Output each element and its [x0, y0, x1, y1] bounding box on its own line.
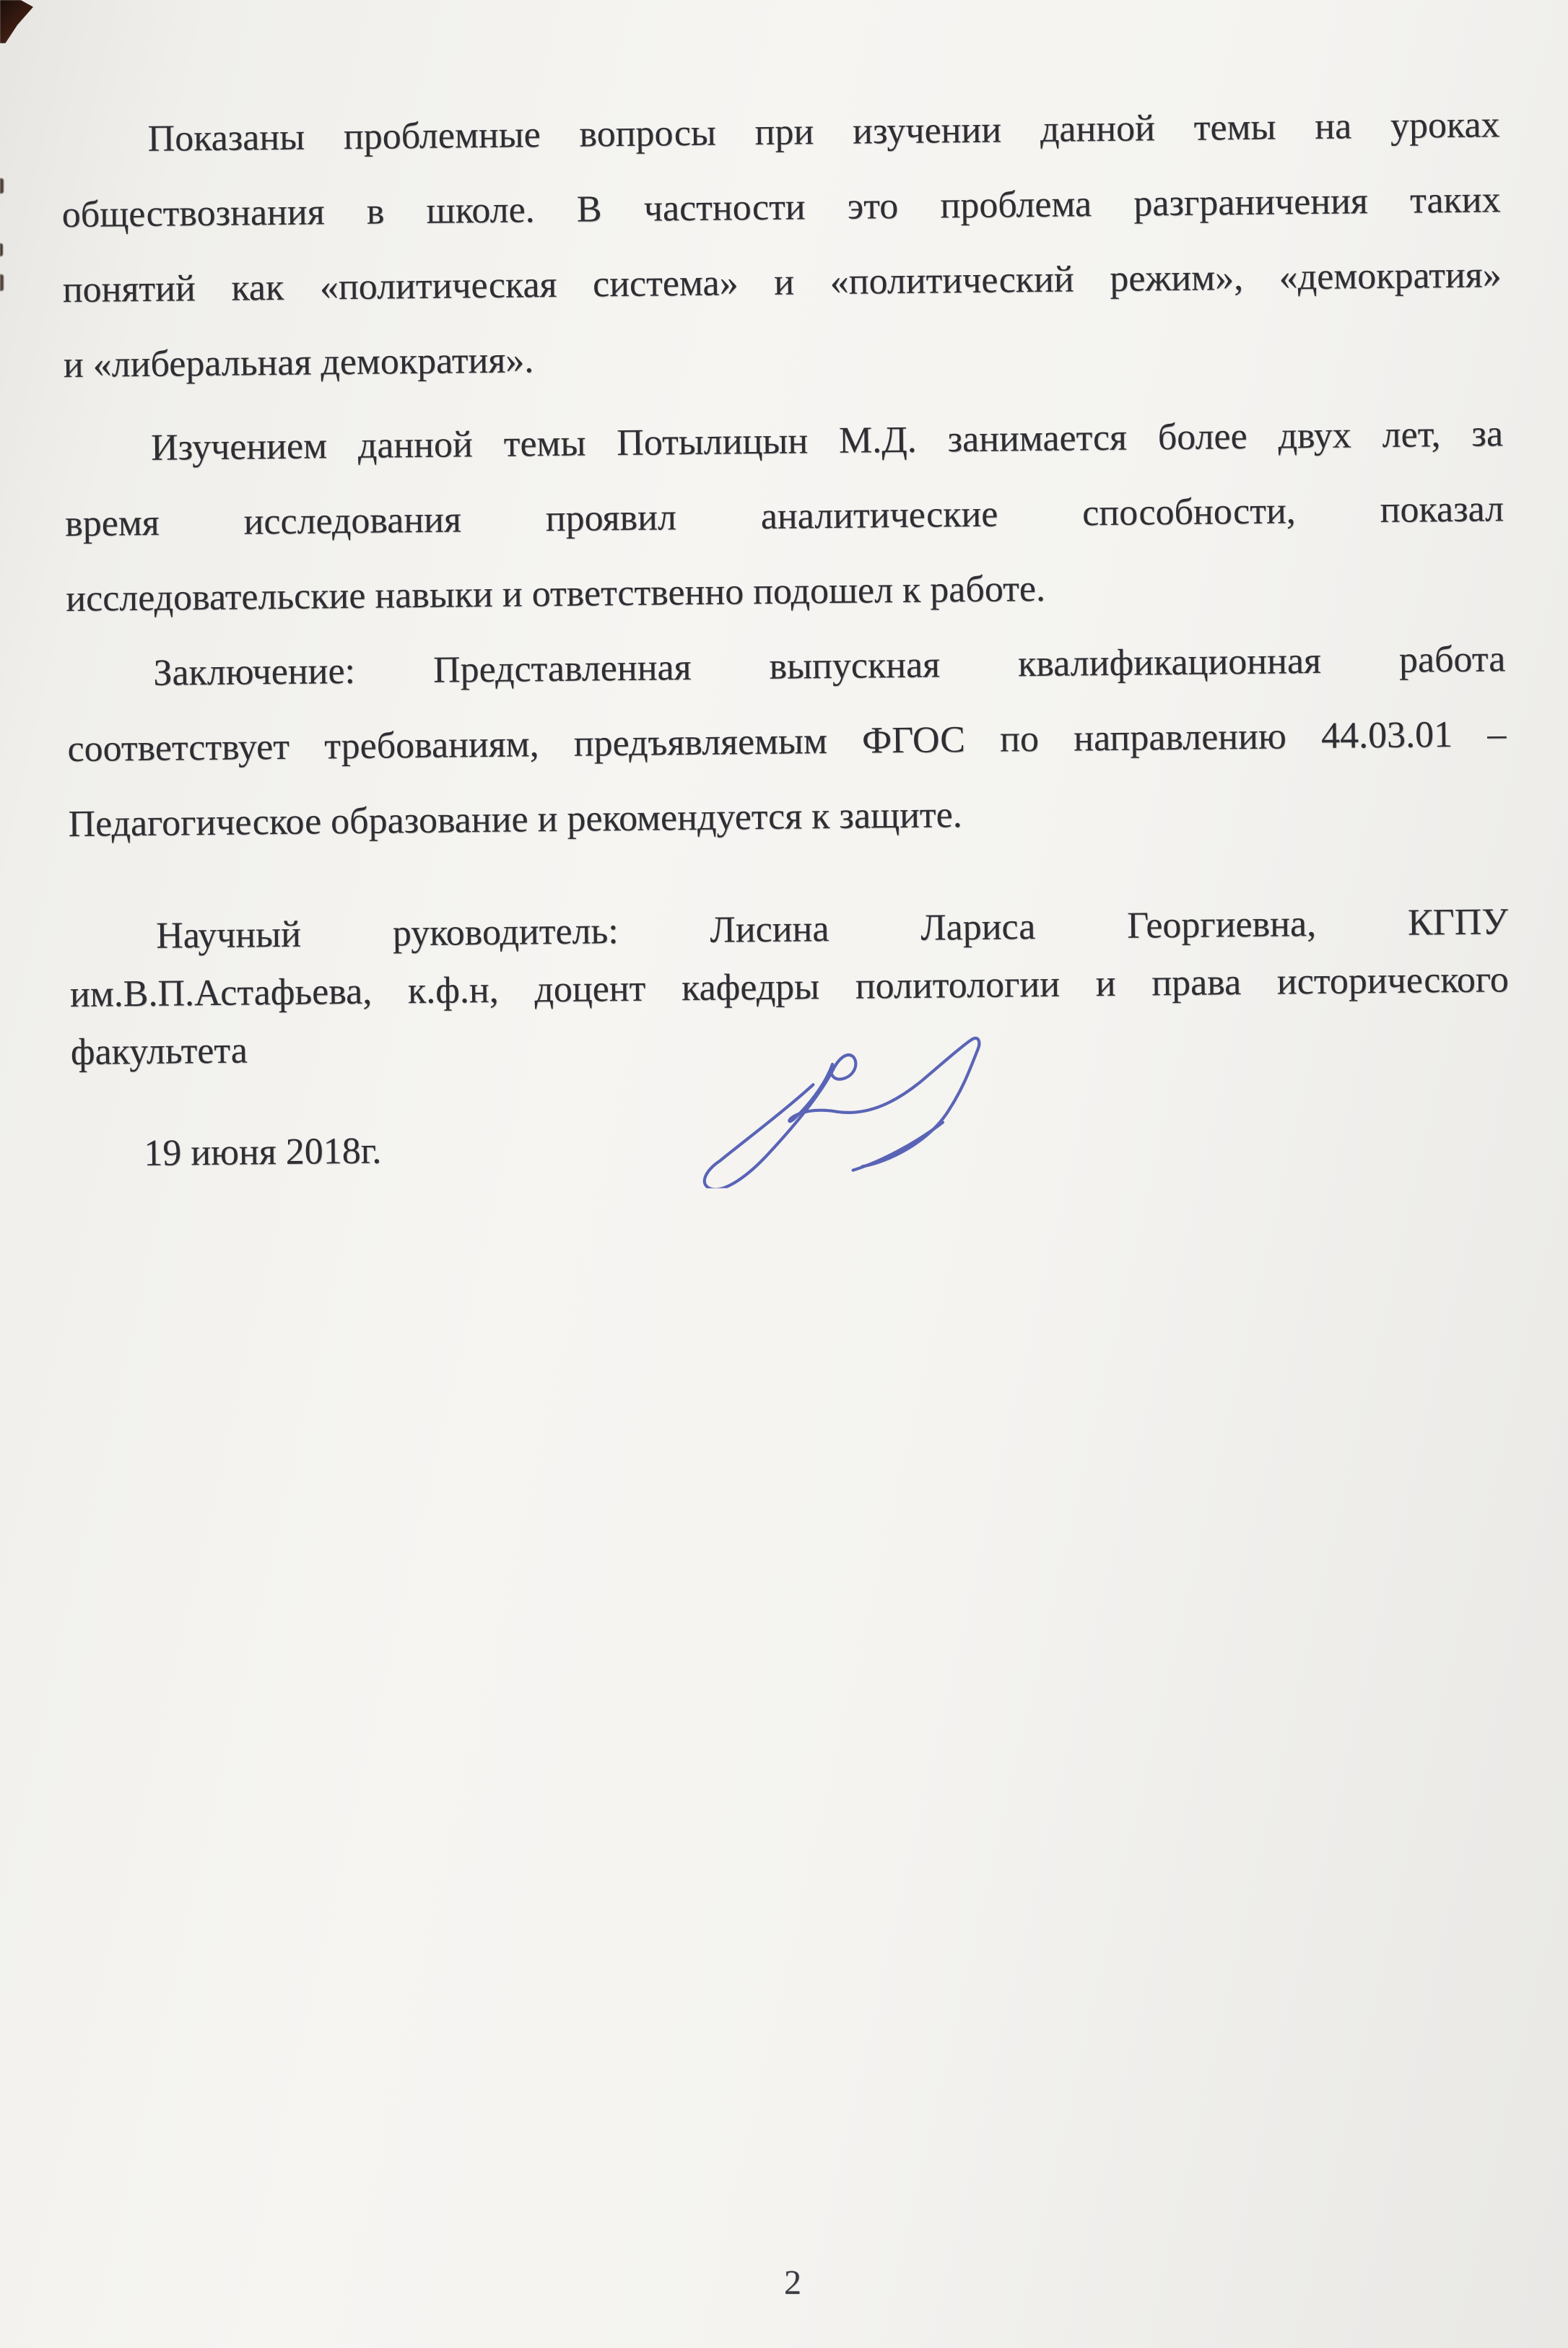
- page-number: 2: [784, 2264, 801, 2302]
- paragraph-line: обществознания в школе. В частности это проблема разграничения таких: [61, 179, 1501, 236]
- date-line: 19 июня 2018г.: [144, 1130, 382, 1174]
- paragraph-problem-questions: [61, 87, 1502, 403]
- paragraph-line: исследовательские навыки и ответственно подошел к работе.: [65, 568, 1046, 620]
- paragraph-line: понятий как «политическая система» и «политический режим», «демократия»: [62, 254, 1502, 311]
- paragraph-line: Показаны проблемные вопросы при изучении данной темы на уроках: [147, 104, 1500, 160]
- handwritten-signature: [690, 1027, 995, 1188]
- paragraph-line: Педагогическое образование и рекомендуется к защите.: [68, 794, 962, 845]
- paragraph-line: Изучением данной темы Потылицын М.Д. занимается более двух лет, за: [150, 413, 1504, 469]
- signature-main-stroke: [703, 1038, 981, 1188]
- paragraph-line: время исследования проявил аналитические способности, показал: [64, 488, 1504, 545]
- signature-ink-strokes: [690, 1027, 995, 1188]
- paragraph-line: Научный руководитель: Лисина Лариса Георгиевна, КГПУ: [155, 901, 1509, 957]
- paragraph-line: Заключение: Представленная выпускная квалификационная работа: [153, 638, 1506, 694]
- paragraph-conclusion: [66, 622, 1507, 862]
- paragraph-line: и «либеральная демократия».: [63, 339, 534, 386]
- paragraph-student-work: [64, 396, 1505, 637]
- paragraph-line: факультета: [70, 1030, 248, 1074]
- paragraph-line: им.В.П.Астафьева, к.ф.н, доцент кафедры политологии и права исторического: [69, 959, 1510, 1016]
- signature-tail-stroke: [853, 1122, 944, 1170]
- paragraph-line: соответствует требованиям, предъявляемым ФГОС по направлению 44.03.01 –: [67, 713, 1507, 770]
